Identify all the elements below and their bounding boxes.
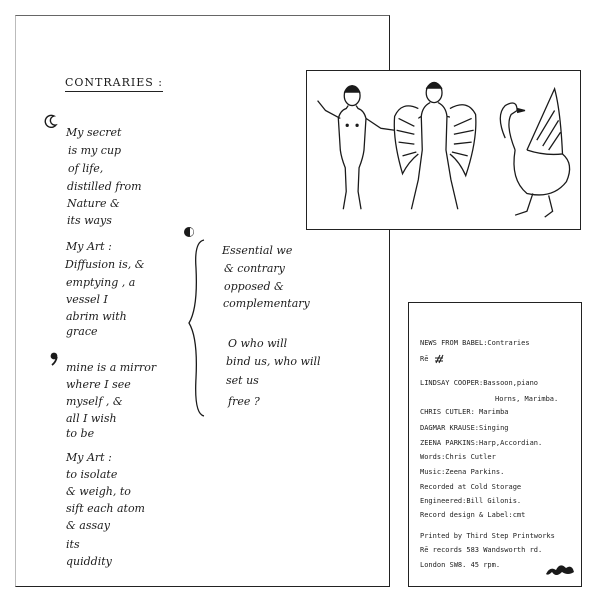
poem-line: to isolate: [66, 468, 118, 481]
credit-line: Engineered:Bill Gilonis.: [420, 497, 522, 505]
crescent-moon-icon: [44, 114, 58, 128]
poem-line: where I see: [66, 378, 131, 391]
illustration-panel: [306, 70, 581, 230]
credit-line: Recorded at Cold Storage: [420, 483, 522, 491]
poem-line: My Art :: [66, 240, 112, 253]
poem-line: & contrary: [224, 262, 285, 275]
poem-line: grace: [66, 325, 98, 338]
poem-line: abrim with: [66, 310, 127, 323]
credits-heading: NEWS FROM BABEL:Contraries: [420, 339, 530, 347]
label-name: Rē: [420, 355, 429, 363]
credit-line: ZEENA PARKINS:Harp,Accordian.: [420, 439, 543, 447]
poem-line: vessel I: [66, 293, 108, 306]
figures-and-swan-illustration: [307, 71, 580, 229]
credit-line: Words:Chris Cutler: [420, 453, 496, 461]
credit-line: Horns, Marimba.: [495, 395, 559, 403]
poem-line: of life,: [68, 162, 104, 175]
poem-line: Essential we: [222, 244, 293, 257]
poem-line: set us: [226, 374, 259, 387]
poem-title: CONTRARIES :: [65, 76, 163, 92]
credit-line: DAGMAR KRAUSE:Singing: [420, 424, 509, 432]
address-line: Rē records 583 Wandsworth rd.: [420, 546, 543, 554]
city-speed-line: London SW8. 45 rpm.: [420, 561, 501, 569]
poem-line: & assay: [66, 519, 110, 532]
poem-line: to be: [66, 427, 95, 440]
half-moon-icon: [183, 226, 195, 238]
poem-line: Diffusion is, &: [65, 258, 145, 271]
credit-line: Music:Zeena Parkins.: [420, 468, 505, 476]
poem-line: sift each atom: [66, 502, 145, 515]
poem-line: My Art :: [66, 451, 112, 464]
poem-line: myself , &: [66, 395, 123, 408]
credit-line: CHRIS CUTLER: Marimba: [420, 408, 509, 416]
re-records-logo-icon: [544, 560, 576, 578]
poem-line: quiddity: [66, 555, 112, 568]
poem-line: bind us, who will: [226, 355, 321, 368]
curly-brace-icon: [186, 238, 208, 418]
poem-line: opposed &: [224, 280, 284, 293]
poem-line: My secret: [66, 126, 122, 139]
label-mark-icon: [434, 354, 444, 364]
credit-line: LINDSAY COOPER:Bassoon,piano: [420, 379, 539, 387]
winged-figure: [394, 82, 476, 209]
poem-line: Nature &: [67, 197, 120, 210]
poem-line: free ?: [228, 395, 260, 408]
poem-line: is my cup: [68, 144, 122, 157]
poem-line: complementary: [223, 297, 310, 310]
credit-line: Record design & Label:cmt: [420, 511, 526, 519]
printer-line: Printed by Third Step Printworks: [420, 532, 555, 540]
poem-line: & weigh, to: [66, 485, 131, 498]
poem-line: mine is a mirror: [66, 361, 157, 374]
comma-mark-icon: [49, 352, 59, 366]
poem-line: O who will: [228, 337, 288, 350]
poem-line: its: [66, 538, 80, 551]
poem-line: distilled from: [67, 180, 142, 193]
poem-line: emptying , a: [66, 276, 136, 289]
poem-line: its ways: [67, 214, 112, 227]
left-figure: [318, 86, 395, 209]
poem-line: all I wish: [66, 412, 117, 425]
swan: [500, 89, 569, 217]
